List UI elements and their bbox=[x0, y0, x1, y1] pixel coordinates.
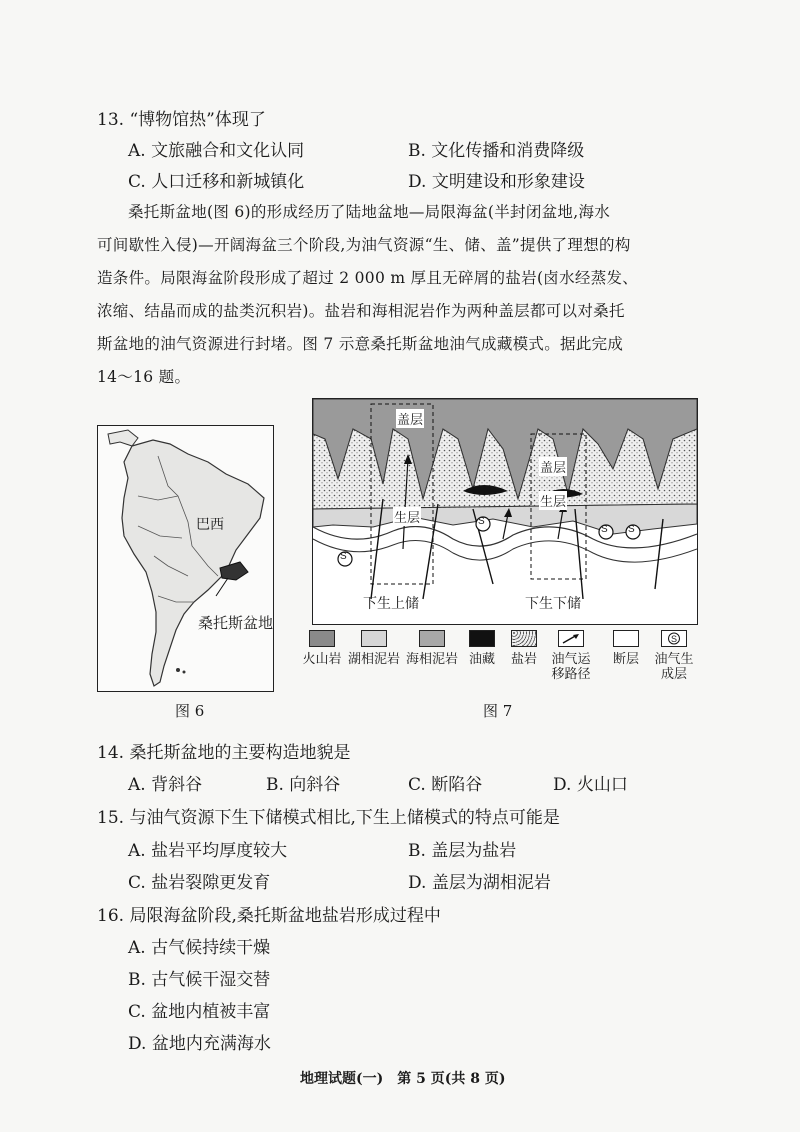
legend-fault bbox=[606, 630, 646, 667]
q14-stem: 14. 桑托斯盆地的主要构造地貌是 bbox=[97, 743, 351, 763]
legend-migration-path bbox=[546, 630, 596, 682]
passage-line-3: 造条件。局限海盆阶段形成了超过 2 000 m 厚且无碎屑的盐岩(卤水经蒸发、 bbox=[97, 269, 639, 287]
legend-label-generation: 油气生成层 bbox=[654, 652, 694, 682]
s-mark-3: S bbox=[601, 524, 608, 535]
cap-layer-label-2: 盖层 bbox=[539, 457, 567, 476]
q15-stem: 15. 与油气资源下生下储模式相比,下生上储模式的特点可能是 bbox=[97, 808, 560, 828]
q14-option-d: D. 火山口 bbox=[553, 775, 628, 795]
q14-option-a: A. 背斜谷 bbox=[128, 775, 203, 795]
q15-option-b: B. 盖层为盐岩 bbox=[408, 841, 517, 861]
q15-option-d: D. 盖层为湖相泥岩 bbox=[408, 873, 551, 893]
passage-line-2: 可间歇性入侵)—开阔海盆三个阶段,为油气资源“生、储、盖”提供了理想的构 bbox=[97, 236, 631, 254]
s-mark-2: S bbox=[478, 516, 485, 527]
diagram-legend bbox=[300, 630, 700, 695]
santos-basin-label: 桑托斯盆地 bbox=[198, 614, 274, 632]
legend-label-oil: 油藏 bbox=[468, 652, 495, 667]
figure-7-caption: 图 7 bbox=[483, 702, 513, 720]
q13-option-d: D. 文明建设和形象建设 bbox=[408, 172, 585, 192]
source-layer-label-2: 生层 bbox=[539, 491, 567, 510]
legend-salt-rock bbox=[504, 630, 544, 667]
geologic-cross-section bbox=[313, 399, 697, 624]
legend-oil-reservoir bbox=[462, 630, 502, 667]
s-mark-4: S bbox=[628, 524, 635, 535]
passage-line-4: 浓缩、结晶而成的盐类沉积岩)。盐岩和海相泥岩作为两种盖层都可以对桑托 bbox=[97, 302, 625, 320]
south-america-outline bbox=[98, 426, 273, 691]
q15-option-a: A. 盐岩平均厚度较大 bbox=[128, 841, 288, 861]
legend-label-lacustrine: 湖相泥岩 bbox=[347, 652, 400, 667]
legend-swatch-marine bbox=[419, 630, 445, 647]
q16-option-a: A. 古气候持续干燥 bbox=[128, 938, 271, 958]
passage-line-6: 14～16 题。 bbox=[97, 368, 191, 386]
passage-line-1: 桑托斯盆地(图 6)的形成经历了陆地盆地—局限海盆(半封闭盆地,海水 bbox=[128, 203, 611, 221]
legend-swatch-arrow bbox=[558, 630, 584, 647]
legend-generation-layer bbox=[650, 630, 698, 682]
legend-swatch-salt bbox=[511, 630, 537, 647]
mode-label-upper-storage: 下生上储 bbox=[363, 596, 419, 612]
arrow-icon bbox=[559, 631, 583, 646]
q13-option-c: C. 人口迁移和新城镇化 bbox=[128, 172, 305, 192]
legend-swatch-volcanic bbox=[309, 630, 335, 647]
oil-gas-model-diagram bbox=[312, 398, 698, 625]
legend-label-marine: 海相泥岩 bbox=[405, 652, 458, 667]
legend-swatch-fault bbox=[613, 630, 639, 647]
q13-option-a: A. 文旅融合和文化认同 bbox=[128, 141, 305, 161]
legend-lacustrine-mudstone bbox=[346, 630, 402, 667]
legend-label-fault: 断层 bbox=[612, 652, 639, 667]
q16-option-b: B. 古气候干湿交替 bbox=[128, 970, 271, 990]
q15-option-c: C. 盐岩裂隙更发育 bbox=[128, 873, 271, 893]
south-america-map bbox=[97, 425, 274, 692]
cap-layer-label-1: 盖层 bbox=[396, 409, 424, 428]
legend-swatch-s bbox=[661, 630, 687, 647]
legend-swatch-oil bbox=[469, 630, 495, 647]
legend-label-volcanic: 火山岩 bbox=[302, 652, 342, 667]
legend-volcanic-rock bbox=[300, 630, 344, 667]
s-mark-1: S bbox=[340, 551, 347, 562]
brazil-label: 巴西 bbox=[196, 517, 224, 533]
legend-swatch-lacustrine bbox=[361, 630, 387, 647]
q13-option-b: B. 文化传播和消费降级 bbox=[408, 141, 585, 161]
legend-label-salt: 盐岩 bbox=[510, 652, 537, 667]
source-layer-label-1: 生层 bbox=[393, 507, 421, 526]
page-footer: 地理试题(一) 第 5 页(共 8 页) bbox=[300, 1071, 506, 1087]
legend-s-mark: S bbox=[671, 634, 678, 644]
q16-option-c: C. 盆地内植被丰富 bbox=[128, 1002, 271, 1022]
q16-option-d: D. 盆地内充满海水 bbox=[128, 1034, 271, 1054]
mode-label-lower-storage: 下生下储 bbox=[525, 596, 581, 612]
legend-label-migration: 油气运移路径 bbox=[551, 652, 591, 682]
q13-stem: 13. “博物馆热”体现了 bbox=[97, 110, 266, 130]
legend-marine-mudstone bbox=[404, 630, 460, 667]
q16-stem: 16. 局限海盆阶段,桑托斯盆地盐岩形成过程中 bbox=[97, 906, 441, 926]
passage-line-5: 斯盆地的油气资源进行封堵。图 7 示意桑托斯盆地油气成藏模式。据此完成 bbox=[97, 335, 624, 353]
figure-6-caption: 图 6 bbox=[175, 702, 205, 720]
q14-option-c: C. 断陷谷 bbox=[408, 775, 483, 795]
q14-option-b: B. 向斜谷 bbox=[266, 775, 341, 795]
